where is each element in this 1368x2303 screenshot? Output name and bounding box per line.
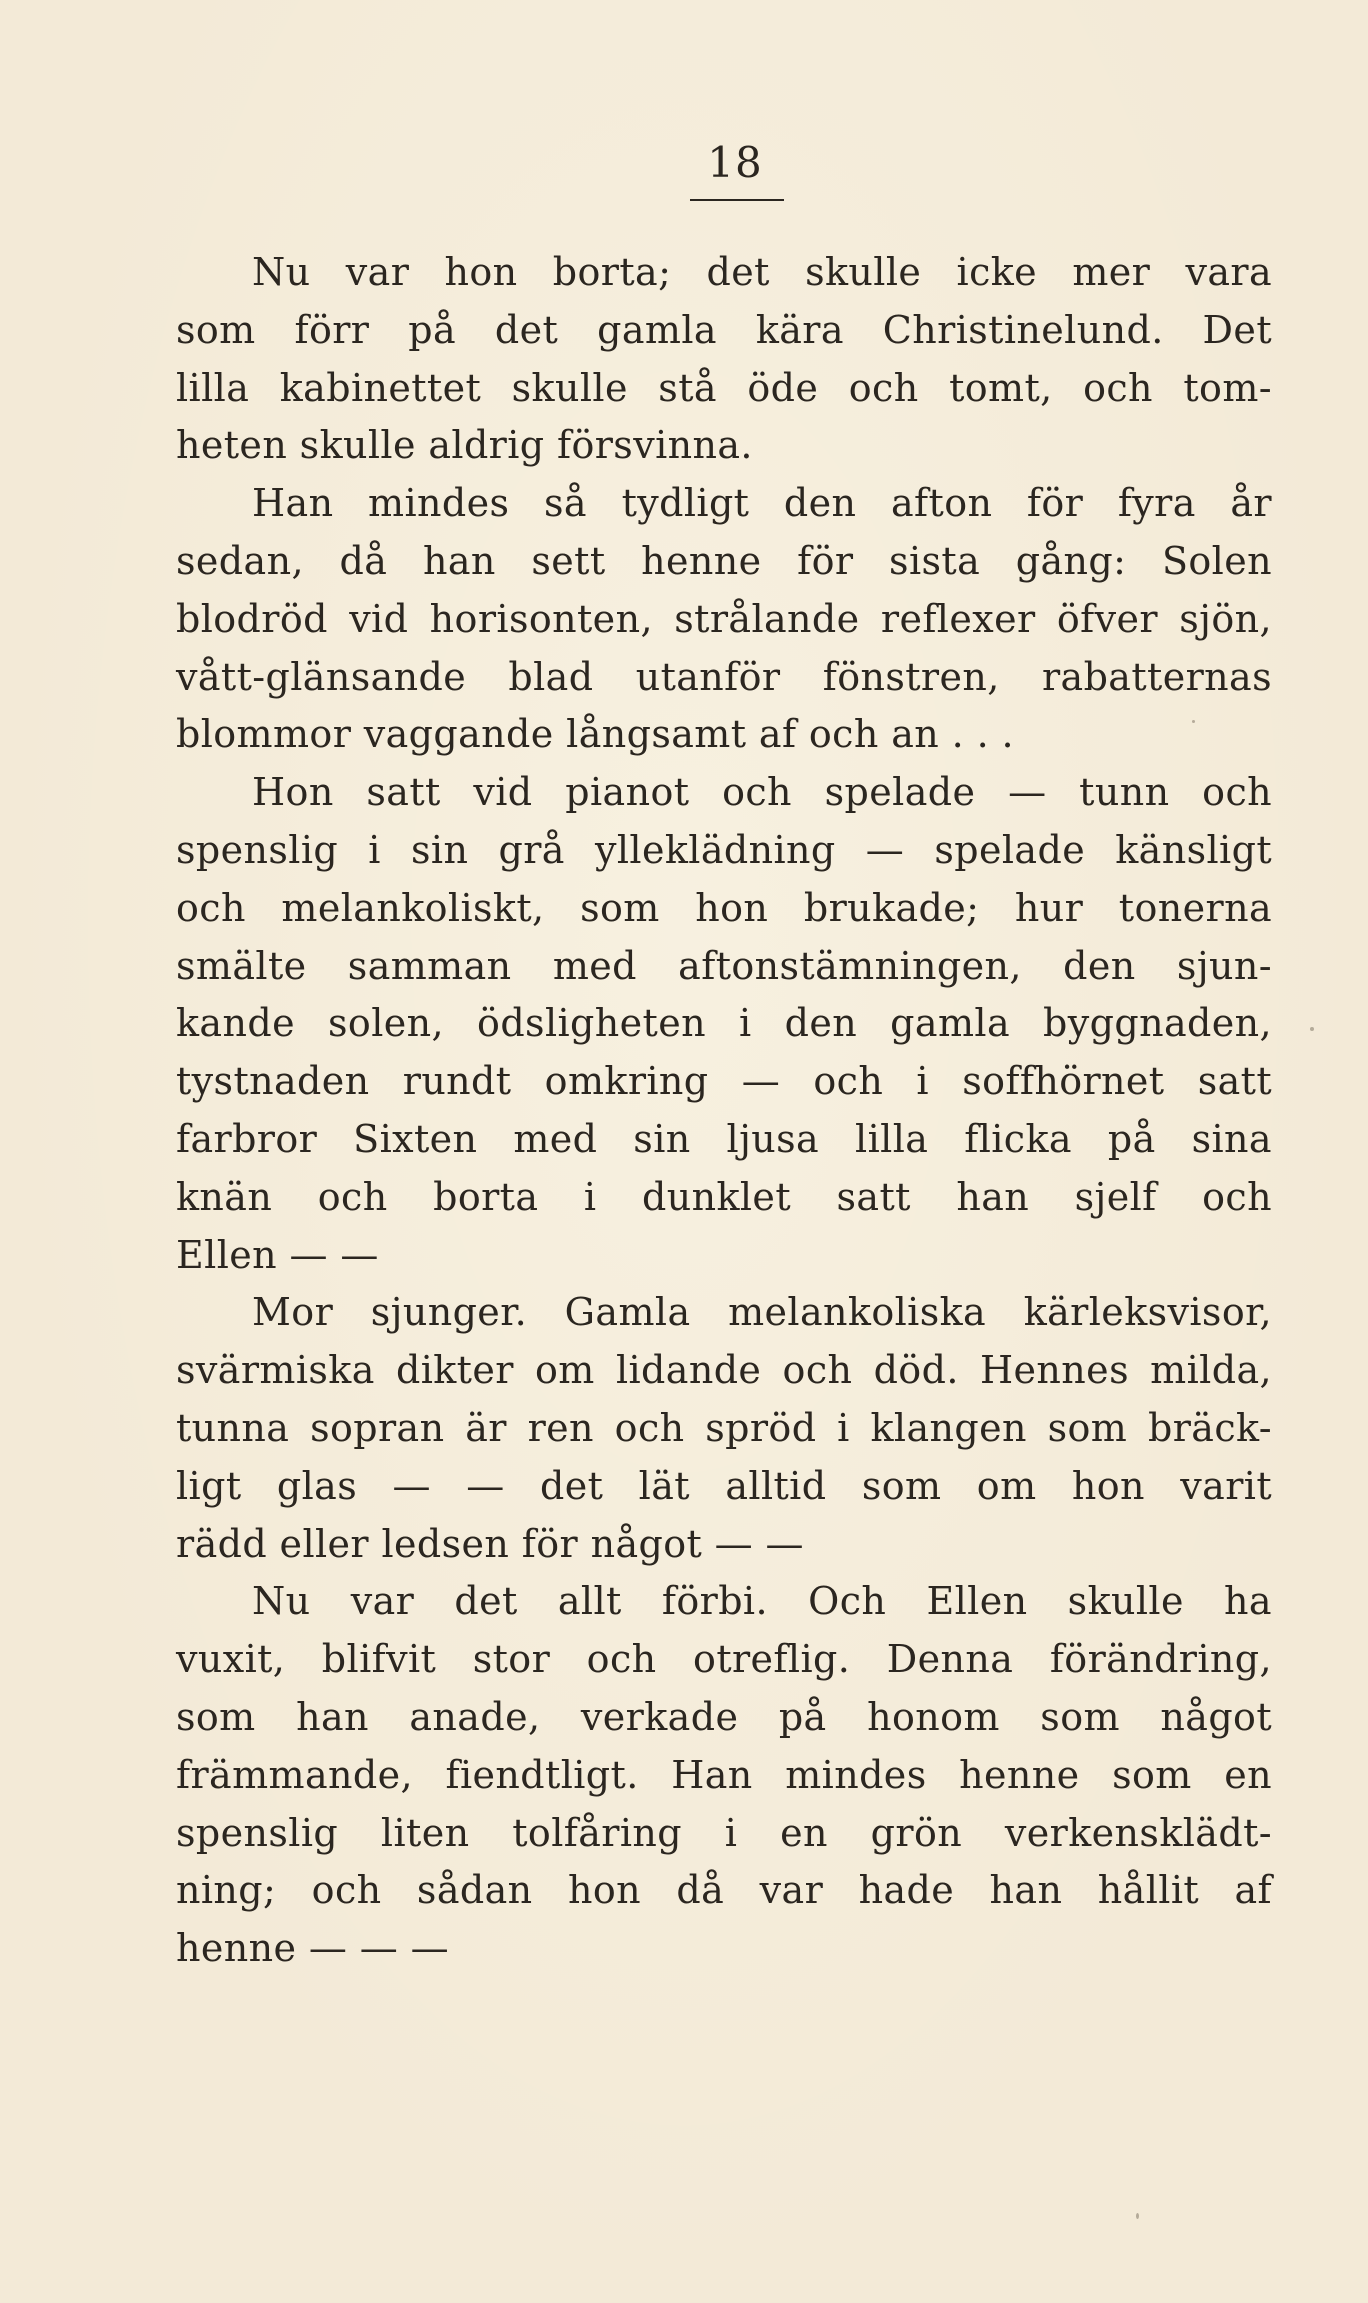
text-line: smälte samman med aftonstämningen, den sjun- bbox=[176, 943, 1272, 988]
paragraph bbox=[176, 244, 1272, 475]
text-line: knän och borta i dunklet satt han sjelf och bbox=[176, 1174, 1272, 1219]
text-line: lilla kabinettet skulle stå öde och tomt, och tom- bbox=[176, 365, 1272, 410]
text-line: Ellen — — bbox=[176, 1232, 379, 1277]
text-line: farbror Sixten med sin ljusa lilla flicka på sina bbox=[176, 1116, 1272, 1161]
text-line: vuxit, blifvit stor och otreflig. Denna förändring, bbox=[176, 1637, 1272, 1682]
paper-speck bbox=[1310, 1027, 1314, 1031]
paragraph bbox=[176, 1284, 1272, 1573]
text-line: tunna sopran är ren och spröd i klangen som bräck- bbox=[176, 1405, 1272, 1450]
text-line: Nu var hon borta; det skulle icke mer vara bbox=[252, 250, 1272, 294]
text-line: blodröd vid horisonten, strålande reflexer öfver sjön, bbox=[176, 596, 1272, 641]
body-text bbox=[176, 244, 1272, 1978]
text-line: främmande, fiendtligt. Han mindes henne som en bbox=[176, 1752, 1272, 1797]
paper-speck bbox=[1192, 720, 1195, 723]
text-line: svärmiska dikter om lidande och död. Hennes milda, bbox=[176, 1348, 1272, 1393]
text-line: blommor vaggande långsamt af och an . . . bbox=[176, 712, 1015, 757]
paragraph bbox=[176, 475, 1272, 764]
text-line: spenslig i sin grå ylleklädning — spelade känsligt bbox=[176, 827, 1272, 872]
text-line: ligt glas — — det lät alltid som om hon varit bbox=[176, 1463, 1272, 1508]
text-line: rädd eller ledsen för något — — bbox=[176, 1521, 804, 1566]
paragraph bbox=[176, 764, 1272, 1284]
text-line: Hon satt vid pianot och spelade — tunn och bbox=[252, 770, 1272, 815]
text-line: spenslig liten tolfåring i en grön verkensklädt- bbox=[176, 1810, 1272, 1855]
text-line: Nu var det allt förbi. Och Ellen skulle ha bbox=[252, 1579, 1272, 1624]
text-line: henne — — — bbox=[176, 1926, 450, 1971]
text-line: ning; och sådan hon då var hade han hållit af bbox=[176, 1868, 1272, 1913]
text-line: heten skulle aldrig försvinna. bbox=[176, 423, 753, 468]
text-line: sedan, då han sett henne för sista gång: Solen bbox=[176, 538, 1272, 583]
paragraph bbox=[176, 1573, 1272, 1978]
text-line: Mor sjunger. Gamla melankoliska kärleksvisor, bbox=[252, 1290, 1272, 1335]
text-line: som förr på det gamla kära Christinelund. Det bbox=[176, 307, 1272, 352]
text-line: som han anade, verkade på honom som något bbox=[176, 1694, 1272, 1739]
text-line: Han mindes så tydligt den afton för fyra år bbox=[252, 481, 1272, 526]
text-line: vått-glänsande blad utanför fönstren, rabatternas bbox=[176, 654, 1272, 699]
text-line: tystnaden rundt omkring — och i soffhörnet satt bbox=[176, 1059, 1272, 1104]
page-number-rule bbox=[690, 199, 784, 201]
text-line: och melankoliskt, som hon brukade; hur tonerna bbox=[176, 885, 1272, 930]
paper-speck bbox=[1136, 2213, 1139, 2219]
page-number: 18 bbox=[707, 138, 763, 187]
text-line: kande solen, ödsligheten i den gamla byggnaden, bbox=[176, 1001, 1272, 1046]
